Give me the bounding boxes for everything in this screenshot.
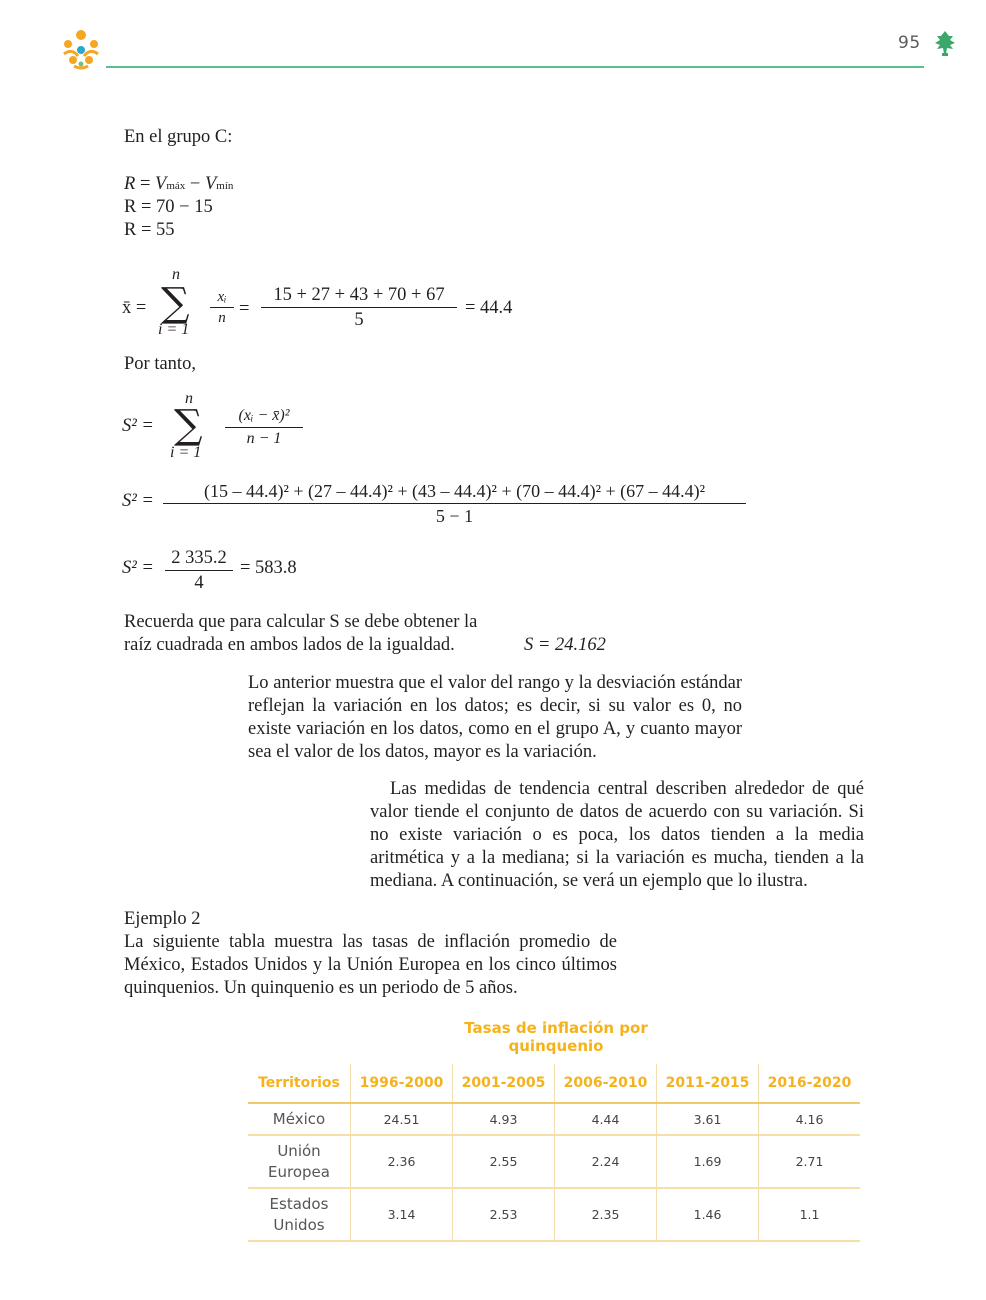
- header-2016-2020: 2016-2020: [759, 1064, 860, 1103]
- header-1996-2000: 1996-2000: [351, 1064, 453, 1103]
- header-2006-2010: 2006-2010: [555, 1064, 657, 1103]
- table-cell: 3.14: [351, 1188, 453, 1241]
- table-cell: 2.55: [453, 1135, 555, 1188]
- table-row: [248, 1188, 860, 1241]
- mean-lhs: x̄ =: [122, 298, 147, 318]
- table-cell: 4.16: [759, 1103, 860, 1135]
- variance-sigma-icon: ∑: [174, 402, 203, 448]
- inflation-table: [248, 1064, 860, 1242]
- header-2001-2005: 2001-2005: [453, 1064, 555, 1103]
- range-substitution: R = 70 − 15: [124, 197, 213, 217]
- territory-cell: [248, 1188, 351, 1241]
- page-number: 95: [898, 33, 921, 53]
- table-row: [248, 1103, 860, 1135]
- territory-cell: [248, 1135, 351, 1188]
- table-cell: 24.51: [351, 1103, 453, 1135]
- mean-result: = 44.4: [465, 298, 513, 318]
- variance-fraction: (xᵢ − x̄)² n − 1: [225, 405, 303, 450]
- territory-line2: Unidos: [273, 1215, 325, 1234]
- variance-calculation: (15 – 44.4)² + (27 – 44.4)² + (43 – 44.4)² + (70 – 44.4)² + (67 – 44.4)² 5 − 1: [163, 479, 746, 528]
- territory-line1: Unión: [277, 1141, 321, 1160]
- variance-sum-top: n: [185, 390, 193, 407]
- table-cell: 1.1: [759, 1188, 860, 1241]
- tree-icon: [934, 30, 956, 58]
- mean-sum-top: n: [172, 266, 180, 283]
- variance-calc-lhs: S² =: [122, 491, 154, 511]
- table-header-row: [248, 1064, 860, 1103]
- territory-line2: Europea: [268, 1162, 330, 1181]
- header-2011-2015: 2011-2015: [657, 1064, 759, 1103]
- table-cell: 2.35: [555, 1188, 657, 1241]
- range-result: R = 55: [124, 220, 175, 240]
- por-tanto: Por tanto,: [124, 354, 196, 374]
- variance-final-fraction: 2 335.2 4: [165, 546, 233, 595]
- recuerda-line1: Recuerda que para calcular S se debe obtener la: [124, 612, 478, 632]
- variance-sum-bottom: i = 1: [170, 444, 202, 461]
- example-text: La siguiente tabla muestra las tasas de inflación promedio de México, Estados Unidos y la Unión Europea en los cinco últimos quinquenios. Un quinquenio es un periodo de 5 años.: [124, 932, 617, 998]
- variance-final-result: = 583.8: [240, 558, 297, 578]
- table-cell: 2.24: [555, 1135, 657, 1188]
- territory-cell: México: [248, 1103, 351, 1135]
- table-row: [248, 1135, 860, 1188]
- header-rule: [106, 66, 924, 68]
- territory-line1: Estados: [269, 1194, 329, 1213]
- table-cell: 1.69: [657, 1135, 759, 1188]
- header-territorios: Territorios: [248, 1064, 351, 1103]
- mean-fraction: xᵢ n: [210, 287, 234, 328]
- table-cell: 2.71: [759, 1135, 860, 1188]
- mean-sum-bottom: i = 1: [158, 321, 190, 338]
- mean-sigma-icon: ∑: [161, 280, 190, 326]
- table-cell: 1.46: [657, 1188, 759, 1241]
- paragraph-central-tendency: Las medidas de tendencia central describen alrededor de qué valor tiende el conjunto de datos de acuerdo con su variación. Si no existe variación o es poca, los datos tienden a la media aritmética y a la mediana; si la variación es mucha, tienden a la mediana. A continuación, se verá un ejemplo que lo ilustra.: [370, 779, 864, 891]
- mean-equals: =: [239, 299, 250, 319]
- mean-calculation: 15 + 27 + 43 + 70 + 67 5: [261, 283, 457, 332]
- table-cell: 2.36: [351, 1135, 453, 1188]
- group-c-heading: En el grupo C:: [124, 127, 233, 147]
- logo-icon: [58, 26, 104, 72]
- table-cell: 2.53: [453, 1188, 555, 1241]
- table-caption: Tasas de inflación por quinquenio: [464, 1019, 648, 1055]
- paragraph-range-deviation: Lo anterior muestra que el valor del rango y la desviación estándar reflejan la variación en los datos; es decir, si su valor es 0, no existe variación en los datos, como en el grupo A, y cuanto mayor sea el valor de los datos, mayor es la variación.: [248, 673, 742, 762]
- variance-lhs: S² =: [122, 416, 154, 436]
- example-title: Ejemplo 2: [124, 909, 201, 929]
- variance-final-lhs: S² =: [122, 558, 154, 578]
- range-formula: R = Vmáx − Vmín: [124, 174, 234, 194]
- table-cell: 4.44: [555, 1103, 657, 1135]
- table-cell: 3.61: [657, 1103, 759, 1135]
- table-cell: 4.93: [453, 1103, 555, 1135]
- standard-deviation-value: S = 24.162: [524, 635, 606, 655]
- recuerda-line2: raíz cuadrada en ambos lados de la igualdad.: [124, 635, 455, 655]
